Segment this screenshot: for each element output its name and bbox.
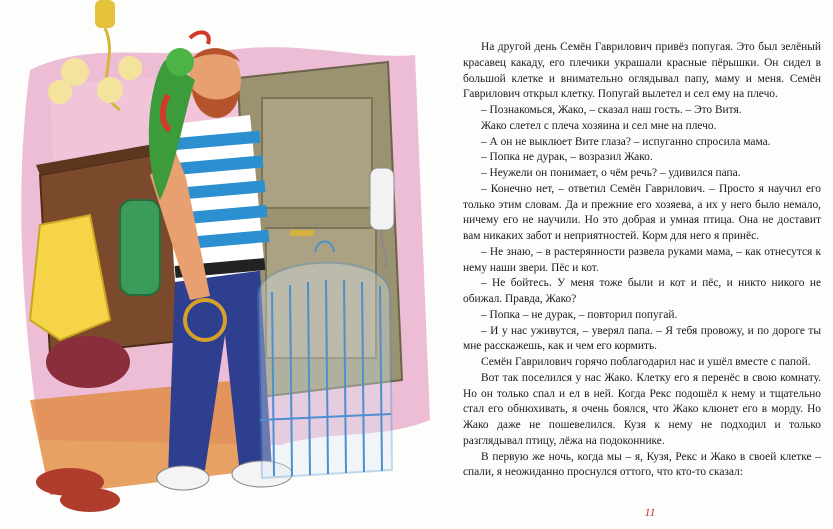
paragraph: – Конечно нет, – ответил Семён Гаврилович. – Просто я научил его только этим словам. Да и прежние его хозяева, а их у него было немало, ничему его не научили. Но это добрая и умная птица. Она не доставит вам никаких забот и неприятностей. Корм для него я принёс.: [463, 182, 821, 242]
paragraph: – Попка – не дурак, – повторил попугай.: [481, 308, 678, 321]
paragraph: На другой день Семён Гаврилович привёз попугая. Это был зелёный красавец какаду, его плечики украшали красные пёрышки. Он сидел в большой клетке и внимательно оглядывал папу, маму и меня. Семён Гаврилович открыл клетку. Попугай вылетел и сел ему на плечо.: [463, 41, 821, 101]
paragraph: Жако слетел с плеча хозяина и сел мне на плечо.: [481, 119, 717, 132]
paragraph: Семён Гаврилович горячо поблагодарил нас и ушёл вместе с папой.: [481, 356, 811, 368]
sneakers: [157, 466, 209, 490]
paragraph: – Попка не дурак, – возразил Жако.: [481, 151, 653, 164]
birdcage: [258, 242, 392, 479]
paragraph: Вот так поселился у нас Жако. Клетку его я перенёс в свою комнату. Но он только спал и ел в ней. Когда Рекс подошёл к нему и тщательно стал его обнюхивать, я очень боялся, что Жако клюнет его в морду. Но Жако даже не пошевелился. Кузя к нему не подходил и только разглядывал птицу, лёжа на подоконнике.: [463, 371, 821, 447]
paragraph: – Неужели он понимает, о чём речь? – удивился папа.: [481, 167, 741, 179]
lamp-cord: [95, 0, 115, 28]
page-number: 11: [644, 505, 656, 519]
text-column: [463, 40, 821, 481]
door-handle: [290, 230, 314, 236]
paragraph: – А он не выклюет Вите глаза? – испуганно спросила мама.: [481, 135, 771, 148]
paragraph: – Познакомься, Жако, – сказал наш гость. – Это Витя.: [481, 104, 742, 116]
paragraph: В первую же ночь, когда мы – я, Кузя, Рекс и Жако в своей клетке – спали, я неожиданно проснулся оттого, что кто-то сказал:: [463, 450, 821, 479]
paragraph: – И у нас уживутся, – уверял папа. – Я тебя провожу, и по дороге ты мне расскажешь, как и чем его кормить.: [463, 324, 821, 353]
pouf: [46, 336, 130, 388]
paragraph: – Не знаю, – в растерянности развела руками мама, – как отнесутся к нему наши звери. Пёс и кот.: [463, 245, 821, 274]
wall-phone: [370, 168, 394, 230]
thermos: [120, 200, 160, 295]
paragraph: – Не бойтесь. У меня тоже были и кот и пёс, и никто никого не обижал. Правда, Жако?: [463, 277, 821, 305]
